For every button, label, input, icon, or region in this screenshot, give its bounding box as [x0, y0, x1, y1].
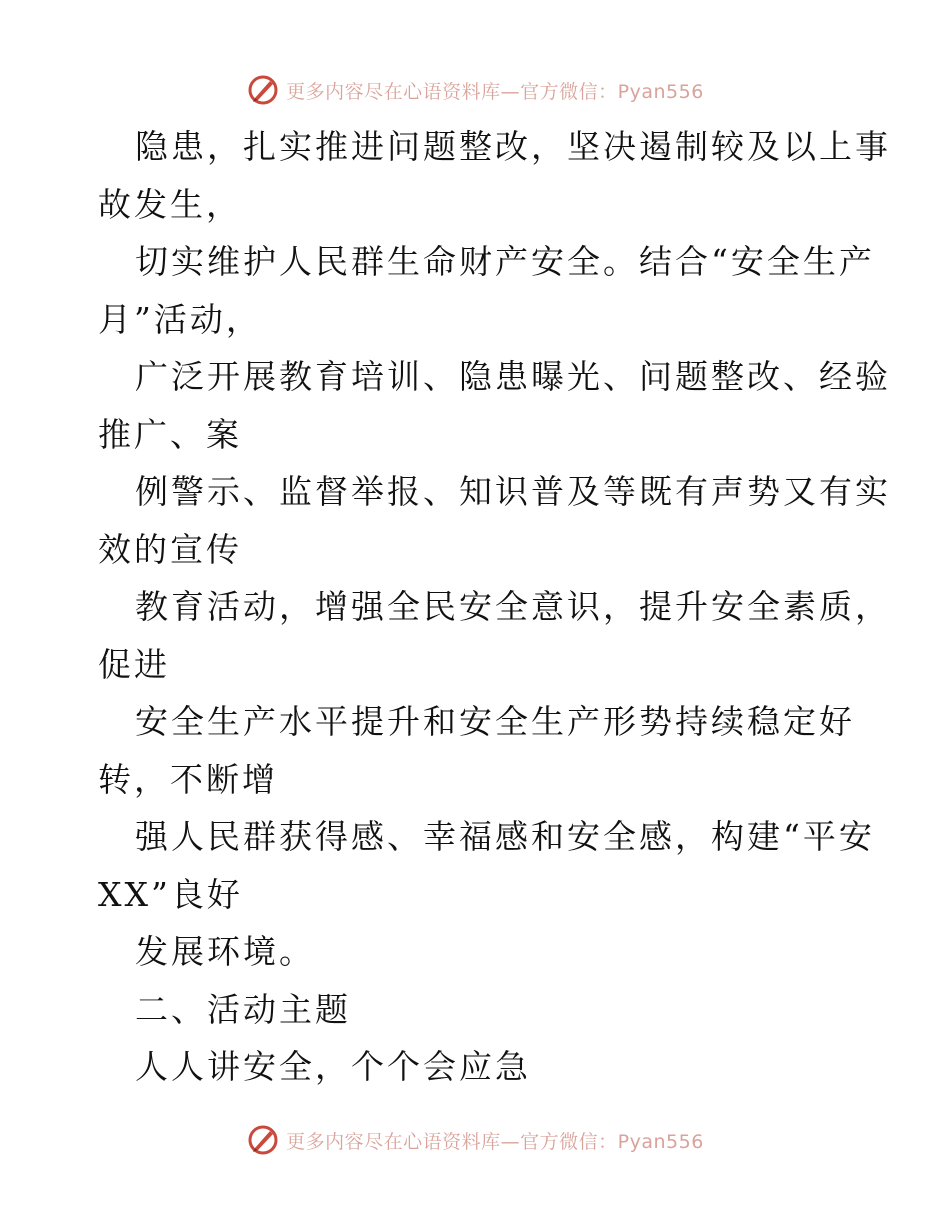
pen-logo-icon — [246, 73, 280, 107]
paragraph-line: 切实维护人民群生命财产安全。结合“安全生产 — [135, 242, 875, 281]
footer-watermark-banner — [0, 1120, 950, 1160]
paragraph-line: 二、活动主题 — [135, 989, 351, 1029]
header-watermark-text: 更多内容尽在心语资料库—官方微信：Pyan556 — [286, 80, 704, 103]
paragraph-line: 人人讲安全，个个会应急 — [135, 1047, 531, 1086]
paragraph-line: 隐患，扎实推进问题整改，坚决遏制较及以上事 — [135, 127, 891, 166]
paragraph-line: 强人民群获得感、幸福感和安全感，构建“平安 — [135, 817, 875, 856]
paragraph-line: XX”良好 — [98, 874, 243, 914]
header-watermark-banner — [0, 70, 950, 110]
paragraph-line: 例警示、监督举报、知识普及等既有声势又有实 — [135, 472, 891, 511]
paragraph-line: 教育活动，增强全民安全意识，提升安全素质， — [135, 587, 891, 626]
paragraph-line: 促进 — [98, 644, 170, 684]
paragraph-line: 安全生产水平提升和安全生产形势持续稳定好 — [135, 702, 855, 741]
pen-logo-icon — [246, 1123, 280, 1157]
paragraph-line: 发展环境。 — [135, 932, 315, 971]
footer-watermark-text: 更多内容尽在心语资料库—官方微信：Pyan556 — [286, 1130, 704, 1153]
paragraph-line: 推广、案 — [98, 414, 242, 454]
document-body — [98, 118, 891, 1096]
paragraph-line: 转，不断增 — [98, 759, 278, 799]
paragraph-line: 月”活动， — [98, 299, 262, 339]
paragraph-line: 故发生， — [98, 184, 242, 224]
paragraph-line: 广泛开展教育培训、隐患曝光、问题整改、经验 — [135, 357, 891, 396]
paragraph-line: 效的宣传 — [98, 529, 242, 569]
